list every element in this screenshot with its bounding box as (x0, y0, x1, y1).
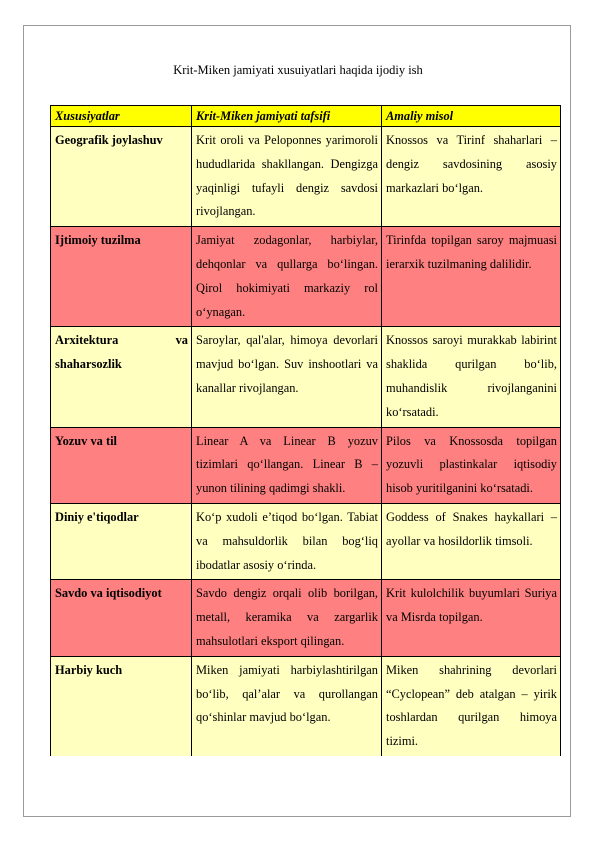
header-description: Krit-Miken jamiyati tafsifi (192, 106, 382, 127)
example-cell: Goddess of Snakes haykallari – ayollar va hosildorlik timsoli. (382, 503, 561, 579)
example-cell: Miken shahrining devorlari “Cyclopean” deb atalgan – yirik toshlardan qurilgan himoya tizimi. (382, 656, 561, 756)
table-row (51, 427, 561, 503)
feature-cell: Savdo va iqtisodiyot (51, 580, 192, 656)
description-cell: Jamiyat zodagonlar, harbiylar, dehqonlar va qullarga bo‘lingan. Qirol hokimiyati markaziy rol o‘ynagan. (192, 227, 382, 327)
table-row (51, 327, 561, 427)
description-cell: Savdo dengiz orqali olib borilgan, metall, keramika va zargarlik mahsulotlari eksport qilingan. (192, 580, 382, 656)
header-features: Xususiyatlar (51, 106, 192, 127)
description-cell: Miken jamiyati harbiylashtirilgan bo‘lib, qal’alar va qurollangan qo‘shinlar mavjud bo‘lgan. (192, 656, 382, 756)
feature-cell: Harbiy kuch (51, 656, 192, 756)
example-cell: Pilos va Knossosda topilgan yozuvli plastinkalar iqtisodiy hisob yuritilganini ko‘rsatadi. (382, 427, 561, 503)
description-cell: Saroylar, qal'alar, himoya devorlari mavjud bo‘lgan. Suv inshootlari va kanallar rivojlangan. (192, 327, 382, 427)
example-cell: Knossos saroyi murakkab labirint shaklida qurilgan bo‘lib, muhandislik rivojlanganini ko‘rsatadi. (382, 327, 561, 427)
table-row (51, 127, 561, 227)
example-cell: Knossos va Tirinf shaharlari – dengiz savdosining asosiy markazlari bo‘lgan. (382, 127, 561, 227)
features-table (50, 105, 561, 756)
example-cell: Tirinfda topilgan saroy majmuasi ierarxik tuzilmaning dalilidir. (382, 227, 561, 327)
description-cell: Ko‘p xudoli e’tiqod bo‘lgan. Tabiat va mahsuldorlik bilan bog‘liq ibodatlar asosiy o‘rinda. (192, 503, 382, 579)
table-row (51, 656, 561, 756)
example-cell: Krit kulolchilik buyumlari Suriya va Misrda topilgan. (382, 580, 561, 656)
description-cell: Krit oroli va Peloponnes yarimoroli hududlarida shakllangan. Dengizga yaqinligi tufayli dengiz savdosi rivojlangan. (192, 127, 382, 227)
table-row (51, 227, 561, 327)
feature-cell: Ijtimoiy tuzilma (51, 227, 192, 327)
table-row (51, 503, 561, 579)
feature-cell: Yozuv va til (51, 427, 192, 503)
table-row (51, 580, 561, 656)
description-cell: Linear A va Linear B yozuv tizimlari qo‘llangan. Linear B – yunon tilining qadimgi shakli. (192, 427, 382, 503)
feature-cell: Diniy e'tiqodlar (51, 503, 192, 579)
document-title: Krit-Miken jamiyati xusuiyatlari haqida ijodiy ish (173, 63, 423, 77)
header-example: Amaliy misol (382, 106, 561, 127)
feature-cell: Arxitektura va shaharsozlik (51, 327, 192, 427)
table-header-row (51, 106, 561, 127)
feature-cell: Geografik joylashuv (51, 127, 192, 227)
